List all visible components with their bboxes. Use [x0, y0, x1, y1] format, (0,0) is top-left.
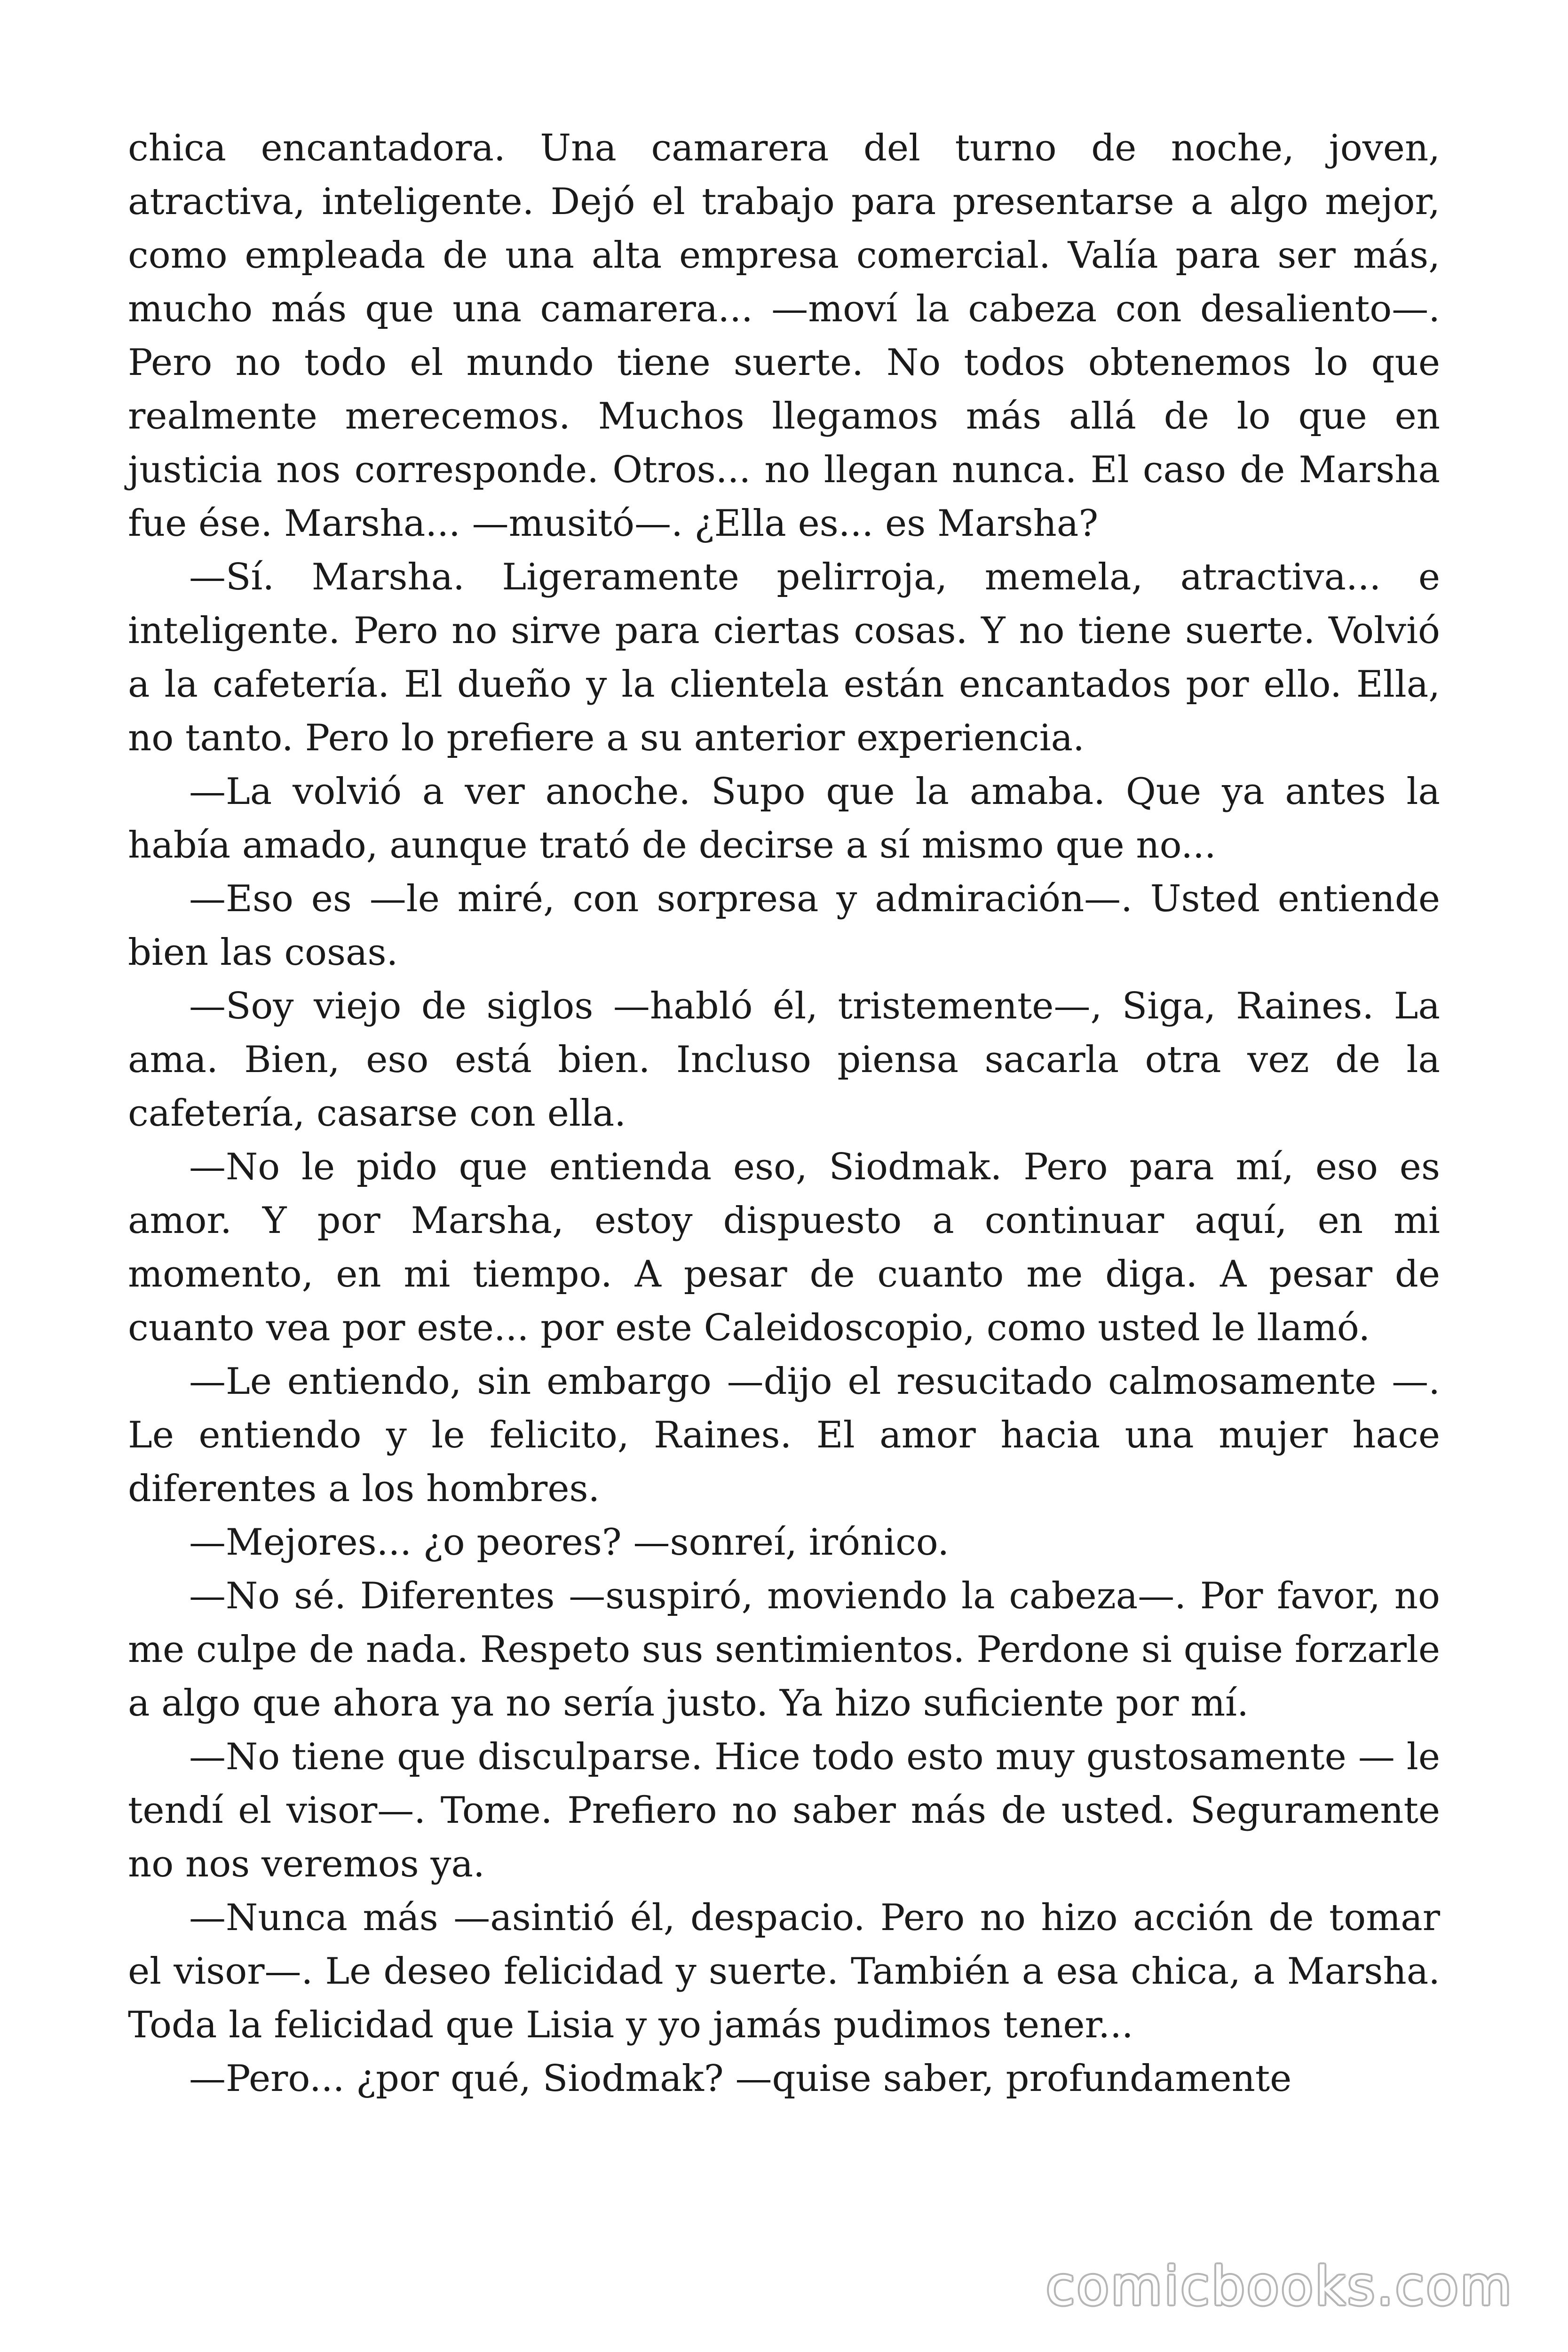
paragraph: —Mejores... ¿o peores? —sonreí, irónico.	[189, 1521, 950, 1564]
paragraph-continuation: chica encantadora. Una camarera del turno de noche, joven, atractiva, inteligente. Dejó el trabajo para presentarse a algo mejor, como empleada de una alta empresa comercial. Valía para ser más, mucho más que una camarera... —moví la cabeza con desaliento—. Pero no todo el mundo tiene suerte. No todos obtenemos lo que realmente merecemos. Muchos llegamos más allá de lo que en justicia nos corresponde. Otros... no llegan nunca. El caso de Marsha fue ése. Marsha... —musitó—. ¿Ella es... es Marsha?	[128, 127, 1440, 545]
paragraph: —Sí. Marsha. Ligeramente pelirroja, memela, atractiva... e inteligente. Pero no sirve para ciertas cosas. Y no tiene suerte. Volvió a la cafetería. El dueño y la clientela están encantados por ello. Ella, no tanto. Pero lo prefiere a su anterior experiencia.	[128, 556, 1440, 759]
paragraph: —La volvió a ver anoche. Supo que la amaba. Que ya antes la había amado, aunque trató de decirse a sí mismo que no...	[128, 771, 1440, 866]
watermark: comicbooks.com	[1045, 2256, 1513, 2317]
body-text	[128, 121, 1440, 2106]
paragraph: —Eso es —le miré, con sorpresa y admiración—. Usted entiende bien las cosas.	[128, 878, 1440, 974]
paragraph: —Le entiendo, sin embargo —dijo el resucitado calmosamente —. Le entiendo y le felicito, Raines. El amor hacia una mujer hace diferentes a los hombres.	[128, 1360, 1440, 1510]
paragraph: —No sé. Diferentes —suspiró, moviendo la cabeza—. Por favor, no me culpe de nada. Respeto sus sentimientos. Perdone si quise forzarle a algo que ahora ya no sería justo. Ya hizo suficiente por mí.	[128, 1575, 1440, 1724]
paragraph-final: —Pero... ¿por qué, Siodmak? —quise saber, profundamente	[189, 2058, 1292, 2100]
paragraph: —Nunca más —asintió él, despacio. Pero no hizo acción de tomar el visor—. Le deseo felicidad y suerte. También a esa chica, a Marsha. Toda la felicidad que Lisia y yo jamás pudimos tener...	[128, 1897, 1440, 2046]
paragraph: —No tiene que disculparse. Hice todo esto muy gustosamente — le tendí el visor—. Tome. Prefiero no saber más de usted. Seguramente no nos veremos ya.	[128, 1736, 1440, 1885]
paragraph: —No le pido que entienda eso, Siodmak. Pero para mí, eso es amor. Y por Marsha, estoy dispuesto a continuar aquí, en mi momento, en mi tiempo. A pesar de cuanto me diga. A pesar de cuanto vea por este... por este Caleidoscopio, como usted le llamó.	[128, 1146, 1440, 1349]
paragraph: —Soy viejo de siglos —habló él, tristemente—, Siga, Raines. La ama. Bien, eso está bien. Incluso piensa sacarla otra vez de la cafetería, casarse con ella.	[128, 985, 1440, 1135]
